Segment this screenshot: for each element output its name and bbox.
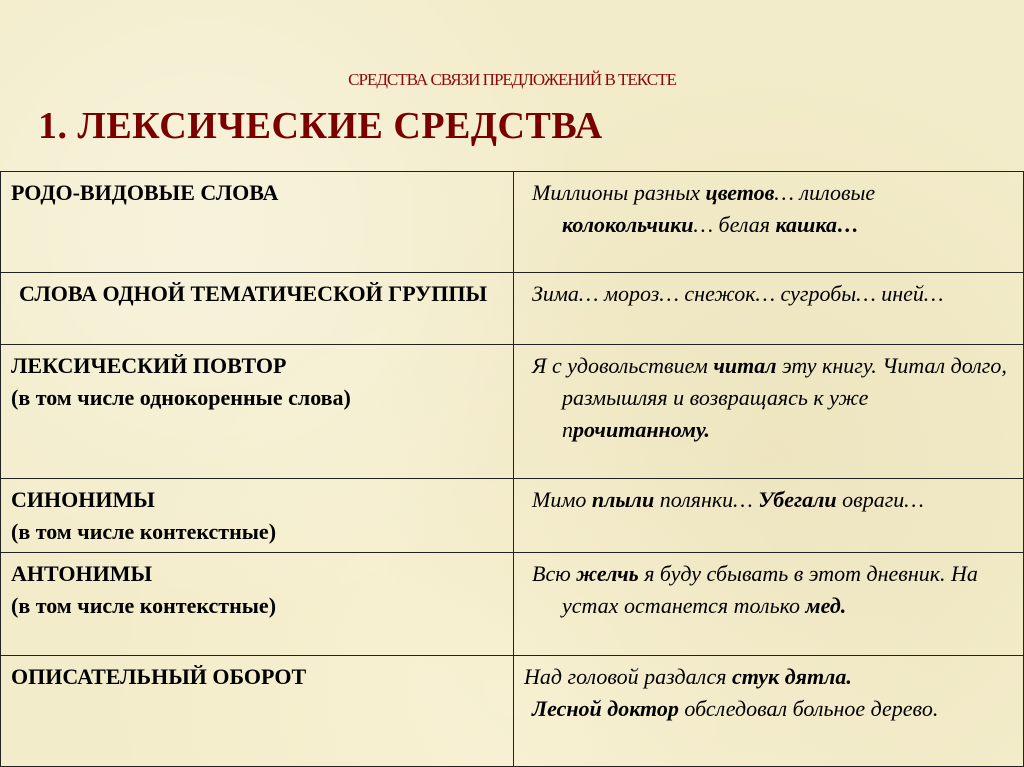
- example-part: Над головой раздался: [524, 664, 732, 689]
- term-cell: [1, 345, 514, 479]
- example-text: [524, 350, 1013, 446]
- example-cell: [514, 172, 1024, 273]
- table-row: [1, 656, 1024, 767]
- example-cell: [514, 273, 1024, 345]
- example-text: [524, 693, 1013, 725]
- example-cell: [514, 553, 1024, 656]
- table-row: [1, 345, 1024, 479]
- table-row: [1, 172, 1024, 273]
- example-key-word: кашка…: [775, 212, 859, 237]
- table-row: [1, 479, 1024, 553]
- example-key-word: цветов: [705, 180, 775, 205]
- example-part: обследовал больное дерево.: [678, 696, 939, 721]
- example-part: полянки…: [654, 487, 759, 512]
- example-text: [524, 484, 1013, 516]
- term-label: СЛОВА ОДНОЙ ТЕМАТИЧЕСКОЙ ГРУППЫ: [19, 281, 488, 306]
- term-label: ЛЕКСИЧЕСКИЙ ПОВТОР: [11, 353, 287, 378]
- term-cell: [1, 553, 514, 656]
- example-part: Я с удовольствием: [532, 353, 714, 378]
- term-cell: [1, 273, 514, 345]
- example-key-word: стук дятла.: [731, 664, 852, 689]
- table-row: [1, 273, 1024, 345]
- term-cell: [1, 479, 514, 553]
- example-part: … белая: [693, 212, 776, 237]
- term-note: (в том числе контекстные): [11, 519, 277, 544]
- example-text: [524, 558, 1013, 622]
- page-title: 1. ЛЕКСИЧЕСКИЕ СРЕДСТВА: [38, 105, 603, 147]
- example-key-word: Убегали: [758, 487, 837, 512]
- example-key-word: плыли: [591, 487, 655, 512]
- term-label: ОПИСАТЕЛЬНЫЙ ОБОРОТ: [11, 664, 307, 689]
- page-subtitle: СРЕДСТВА СВЯЗИ ПРЕДЛОЖЕНИЙ В ТЕКСТЕ: [348, 70, 676, 89]
- term-cell: [1, 172, 514, 273]
- example-cell: [514, 345, 1024, 479]
- example-part: я буду сбывать в этот дневник. На устах останется только: [562, 561, 978, 618]
- term-cell: [1, 656, 514, 767]
- example-cell: [514, 656, 1024, 767]
- example-key-word: мед.: [805, 593, 847, 618]
- example-key-word: желчь: [576, 561, 639, 586]
- example-part: Миллионы разных: [532, 180, 706, 205]
- table-row: [1, 553, 1024, 656]
- example-key-word: Лесной доктор: [532, 696, 679, 721]
- example-text: Зима… мороз… снежок… сугробы… иней…: [532, 281, 944, 306]
- example-part: эту книгу. Читал долго, размышляя и возвращаясь к уже п: [562, 353, 1007, 442]
- term-note: (в том числе контекстные): [11, 593, 277, 618]
- example-text: [524, 661, 1013, 693]
- example-text: [524, 177, 1013, 241]
- lexical-means-table: [0, 171, 1024, 767]
- term-note: (в том числе однокоренные слова): [11, 385, 351, 410]
- example-key-word: читал: [713, 353, 777, 378]
- example-key-word: рочитанному.: [573, 417, 710, 442]
- term-label: СИНОНИМЫ: [11, 487, 155, 512]
- example-part: Мимо: [532, 487, 592, 512]
- example-part: … лиловые: [774, 180, 876, 205]
- term-label: РОДО-ВИДОВЫЕ СЛОВА: [11, 180, 279, 205]
- example-part: овраги…: [836, 487, 924, 512]
- example-cell: [514, 479, 1024, 553]
- term-label: АНТОНИМЫ: [11, 561, 153, 586]
- example-key-word: колокольчики: [562, 212, 694, 237]
- example-part: Всю: [532, 561, 577, 586]
